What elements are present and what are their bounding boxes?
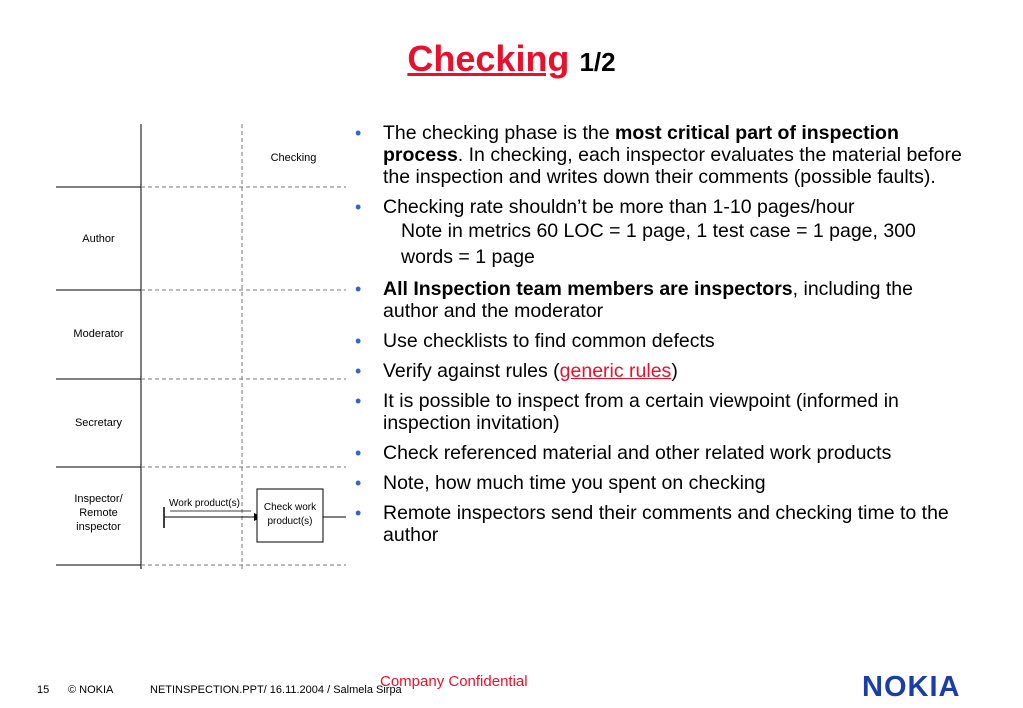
bullet-icon: •: [355, 197, 362, 217]
bullet-icon: •: [355, 473, 362, 493]
bullet-item: • All Inspection team members are inspectors, including the author and the moderator: [355, 278, 913, 322]
footer-copyright: © NOKIA: [68, 684, 114, 696]
bullet-item: • It is possible to inspect from a certain viewpoint (informed in inspection invitation): [355, 390, 899, 434]
bullet-icon: •: [355, 361, 362, 381]
lane-inspector-label: Inspector/ Remote inspector: [74, 493, 123, 533]
bullet-icon: •: [355, 331, 362, 351]
bullet-icon: •: [355, 503, 362, 523]
generic-rules-link[interactable]: generic rules: [559, 360, 672, 382]
bullet-list: [355, 122, 965, 554]
bullet-item: • Note, how much time you spent on checking: [355, 472, 766, 494]
bullet-item: • Remote inspectors send their comments and checking time to the author: [355, 502, 949, 546]
bullet-icon: •: [355, 123, 362, 143]
title-main[interactable]: Checking: [407, 38, 570, 79]
lane-checking-label: Checking: [270, 152, 317, 164]
flow-label: Work product(s): [169, 498, 240, 509]
bullet-item: • Use checklists to find common defects: [355, 330, 715, 352]
nokia-logo: NOKIA: [862, 671, 961, 703]
lane-moderator-label: Moderator: [73, 328, 124, 340]
lane-secretary-label: Secretary: [74, 417, 123, 429]
bullet-item: • The checking phase is the most critical part of inspection process. In checking, each inspector evaluates the material before the inspection and writes down their comments (possible faults).: [355, 122, 962, 188]
title-part: 1/2: [579, 47, 616, 77]
footer-page-number: 15: [37, 684, 50, 696]
company-confidential: Company Confidential: [380, 673, 528, 690]
slide-title: [0, 38, 1023, 80]
bullet-icon: •: [355, 279, 362, 299]
swimlane-diagram: [56, 124, 356, 574]
bullet-item: • Checking rate shouldn’t be more than 1-10 pages/hour Note in metrics 60 LOC = 1 page, 1 test case = 1 page, 300 words = 1 page: [355, 196, 965, 270]
bullet-icon: •: [355, 443, 362, 463]
lane-author-label: Author: [82, 233, 115, 245]
bullet-subtext: Note in metrics 60 LOC = 1 page, 1 test case = 1 page, 300 words = 1 page: [401, 220, 916, 268]
bullet-item: • Verify against rules (generic rules): [355, 360, 678, 382]
footer-file: NETINSPECTION.PPT/ 16.11.2004 / Salmela Sirpa: [150, 684, 402, 696]
bullet-item: • Check referenced material and other related work products: [355, 442, 892, 464]
bullet-icon: •: [355, 391, 362, 411]
check-box-label: Check work product(s): [263, 502, 317, 527]
